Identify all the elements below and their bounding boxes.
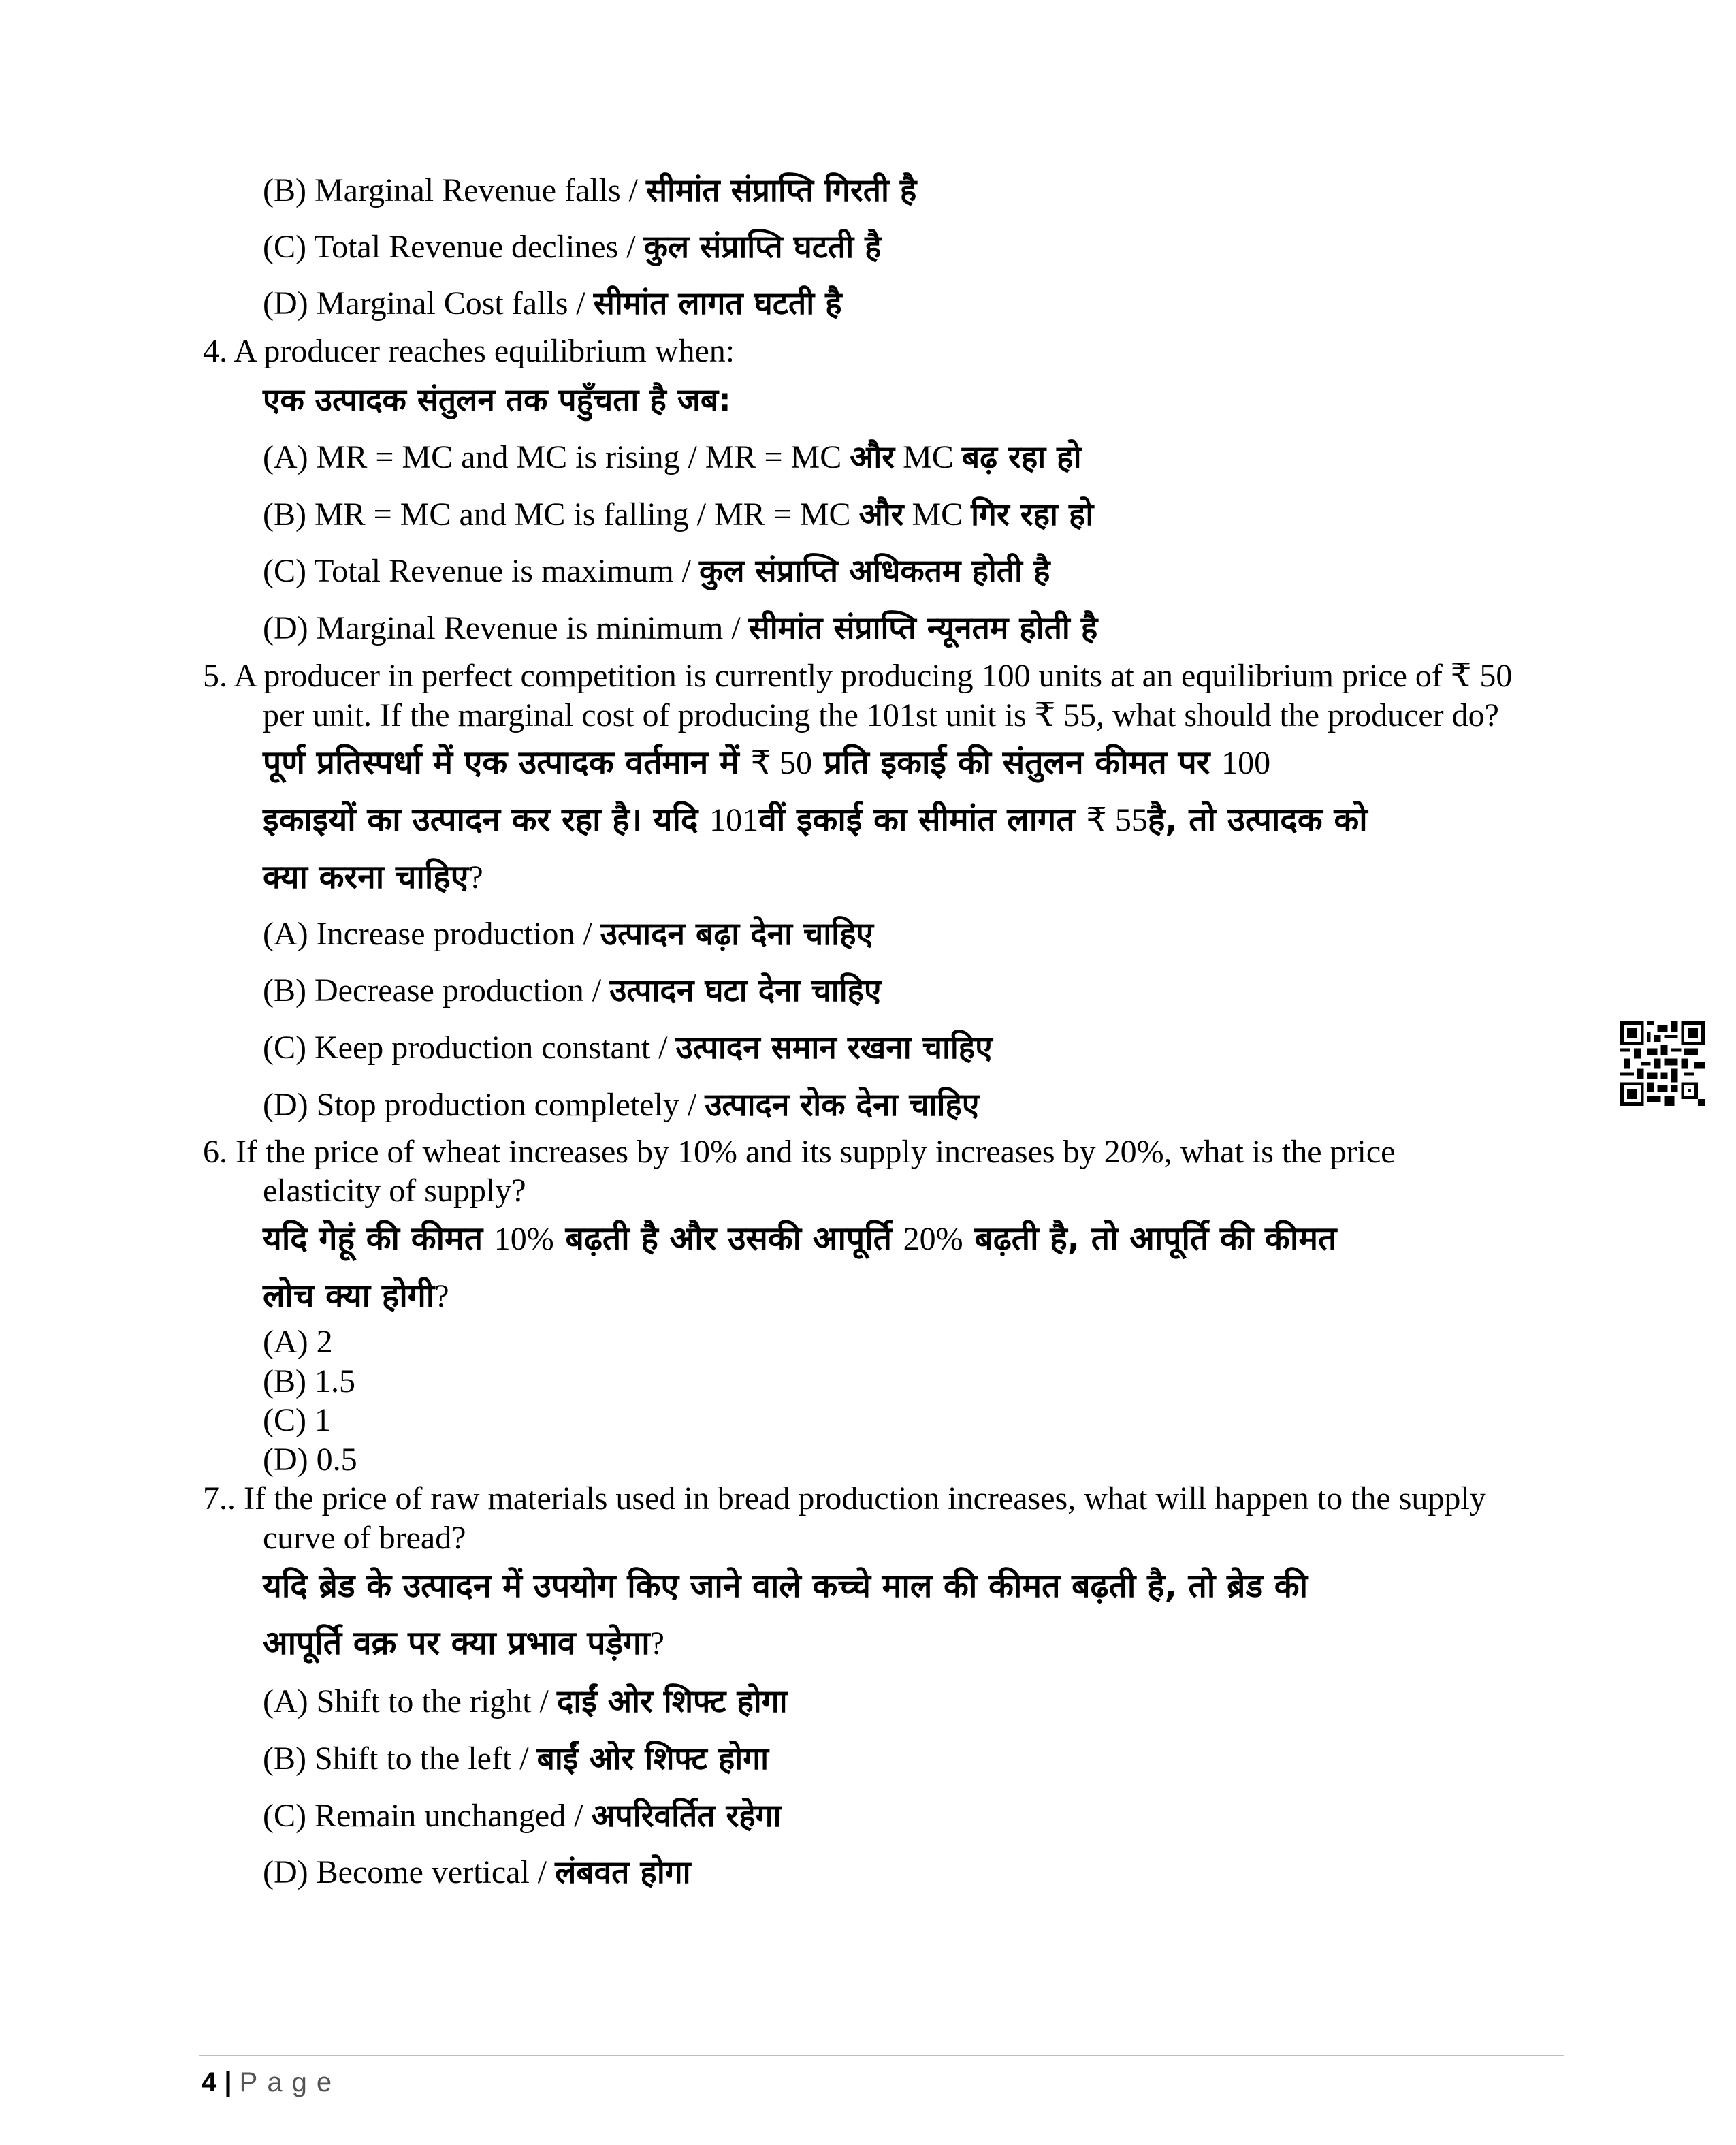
q6-question-hi-line2 xyxy=(263,1267,1556,1325)
q7-question-hi-line2 xyxy=(263,1615,1556,1672)
option-text-hi: उत्पादन समान रखना चाहिए xyxy=(675,1029,993,1066)
hi-number: 100 xyxy=(1221,745,1271,781)
option-text-hi: कुल संप्राप्ति अधिकतम होती है xyxy=(699,552,1050,589)
q5-question-hi-line2 xyxy=(263,791,1556,849)
q5-question-hi-line1 xyxy=(263,734,1556,792)
q6-question-hi-line1 xyxy=(263,1210,1556,1268)
hi-text: वीं इकाई का सीमांत लागत xyxy=(758,801,1075,839)
q7-option-a xyxy=(263,1681,788,1721)
option-text-hi: गिर रहा हो xyxy=(971,496,1094,533)
page-label: Page xyxy=(239,2067,342,2097)
q5-question-en-line1: 5. A producer in perfect competition is currently producing 100 units at an equilibrium price of ₹ 50 xyxy=(203,658,1513,694)
page-footer xyxy=(202,2063,341,2101)
footer-divider xyxy=(199,2055,1564,2056)
option-text-en: (A) Shift to the right / xyxy=(263,1683,557,1719)
option-text-hi: सीमांत लागत घटती है xyxy=(593,285,842,321)
q6-question-en-line2: elasticity of supply? xyxy=(263,1173,526,1209)
hi-number: 10% xyxy=(494,1221,554,1257)
option-text-en: (B) Decrease production / xyxy=(263,972,610,1008)
q7-option-c xyxy=(263,1796,782,1836)
q5-option-c xyxy=(263,1028,993,1068)
q5-question-en-line2: per unit. If the marginal cost of producing the 101st unit is ₹ 55, what should the producer do? xyxy=(263,697,1499,733)
option-text-hi: दाईं ओर शिफ्ट होगा xyxy=(556,1683,788,1719)
hi-number: ₹ 50 xyxy=(750,745,813,781)
option-text-hi: उत्पादन घटा देना चाहिए xyxy=(609,972,882,1008)
option-text-en: (A) Increase production / xyxy=(263,916,600,952)
q3-option-c xyxy=(263,227,882,267)
hi-text: पूर्ण प्रतिस्पर्धा में एक उत्पादक वर्तमान में xyxy=(263,744,739,782)
hi-text: है, तो उत्पादक को xyxy=(1147,801,1368,839)
q6-option-b: (B) 1.5 xyxy=(263,1363,355,1399)
hi-text: प्रति इकाई की संतुलन कीमत पर xyxy=(823,744,1210,782)
option-text-hi: और xyxy=(850,439,895,475)
option-text-hi: उत्पादन बढ़ा देना चाहिए xyxy=(600,915,873,952)
option-text-mid: MC xyxy=(903,496,971,533)
page-number: 4 xyxy=(202,2067,217,2097)
q6-option-c: (C) 1 xyxy=(263,1402,331,1438)
hi-punct: ? xyxy=(649,1625,664,1662)
option-text-hi: और xyxy=(858,496,904,533)
option-text-en: (A) MR = MC and MC is rising / MR = MC xyxy=(263,439,850,475)
q4-option-c xyxy=(263,551,1050,591)
q6-option-d: (D) 0.5 xyxy=(263,1442,357,1478)
q7-question-hi-line1: यदि ब्रेड के उत्पादन में उपयोग किए जाने वाले कच्चे माल की कीमत बढ़ती है, तो ब्रेड की xyxy=(263,1567,1308,1605)
q5-option-a xyxy=(263,914,873,954)
q4-question-en: 4. A producer reaches equilibrium when: xyxy=(203,333,735,369)
option-text-en: (B) Marginal Revenue falls / xyxy=(263,172,646,208)
option-text-en: (D) Marginal Revenue is minimum / xyxy=(263,610,749,646)
option-text-en: (C) Remain unchanged / xyxy=(263,1798,592,1834)
footer-separator: | xyxy=(216,2067,240,2097)
option-text-hi: बढ़ रहा हो xyxy=(961,439,1082,475)
option-text-en: (C) Keep production constant / xyxy=(263,1030,676,1066)
hi-text: बढ़ती है और उसकी आपूर्ति xyxy=(565,1220,892,1258)
hi-text: आपूर्ति वक्र पर क्या प्रभाव पड़ेगा xyxy=(263,1624,650,1662)
question-hi-text: एक उत्पादक संतुलन तक पहुँचता है जब: xyxy=(263,381,731,418)
q4-option-b xyxy=(263,494,1093,535)
q4-option-a xyxy=(263,437,1082,477)
option-text-hi: बाईं ओर शिफ्ट होगा xyxy=(536,1740,769,1777)
q7-option-d xyxy=(263,1852,691,1892)
option-text-en: (D) Marginal Cost falls / xyxy=(263,285,594,321)
q7-question-en-line1: 7.. If the price of raw materials used in bread production increases, what will happen to the supply xyxy=(203,1480,1486,1516)
hi-number: 101 xyxy=(709,802,759,838)
option-text-en: (C) Total Revenue is maximum / xyxy=(263,553,699,589)
qr-code-icon xyxy=(1620,1021,1705,1106)
q6-question-en-line1: 6. If the price of wheat increases by 10% and its supply increases by 20%, what is the price xyxy=(203,1134,1396,1170)
hi-text: यदि गेहूं की कीमत xyxy=(263,1220,483,1258)
option-text-en: (C) Total Revenue declines / xyxy=(263,229,644,265)
hi-text: इकाइयों का उत्पादन कर रहा है। यदि xyxy=(263,801,698,839)
option-text-en: (B) MR = MC and MC is falling / MR = MC xyxy=(263,496,859,533)
q7-option-b xyxy=(263,1738,769,1779)
option-text-hi: सीमांत संप्राप्ति न्यूनतम होती है xyxy=(748,609,1098,646)
hi-punct: ? xyxy=(468,859,483,895)
option-text-en: (D) Become vertical / xyxy=(263,1854,556,1890)
option-text-hi: उत्पादन रोक देना चाहिए xyxy=(705,1086,980,1123)
option-text-en: (B) Shift to the left / xyxy=(263,1741,537,1777)
option-text-hi: कुल संप्राप्ति घटती है xyxy=(643,228,882,265)
q4-question-hi xyxy=(263,380,731,420)
q5-option-b xyxy=(263,970,882,1011)
q7-question-en-line2: curve of bread? xyxy=(263,1520,466,1556)
q5-question-hi-line3 xyxy=(263,848,1556,906)
option-text-hi: लंबवत होगा xyxy=(555,1854,691,1890)
hi-punct: ? xyxy=(434,1278,449,1314)
hi-number: ₹ 55 xyxy=(1086,802,1148,838)
q3-option-b xyxy=(263,170,916,210)
q5-option-d xyxy=(263,1085,979,1125)
option-text-en: (D) Stop production completely / xyxy=(263,1087,705,1123)
q4-option-d xyxy=(263,608,1097,648)
hi-text: बढ़ती है, तो आपूर्ति की कीमत xyxy=(974,1220,1337,1258)
q6-option-a: (A) 2 xyxy=(263,1324,333,1360)
option-text-hi: अपरिवर्तित रहेगा xyxy=(591,1797,782,1834)
hi-text: लोच क्या होगी xyxy=(263,1277,435,1315)
q3-option-d xyxy=(263,283,842,323)
hi-number: 20% xyxy=(903,1221,963,1257)
hi-text: क्या करना चाहिए xyxy=(263,858,469,896)
option-text-hi: सीमांत संप्राप्ति गिरती है xyxy=(645,172,917,208)
option-text-mid: MC xyxy=(895,439,962,475)
